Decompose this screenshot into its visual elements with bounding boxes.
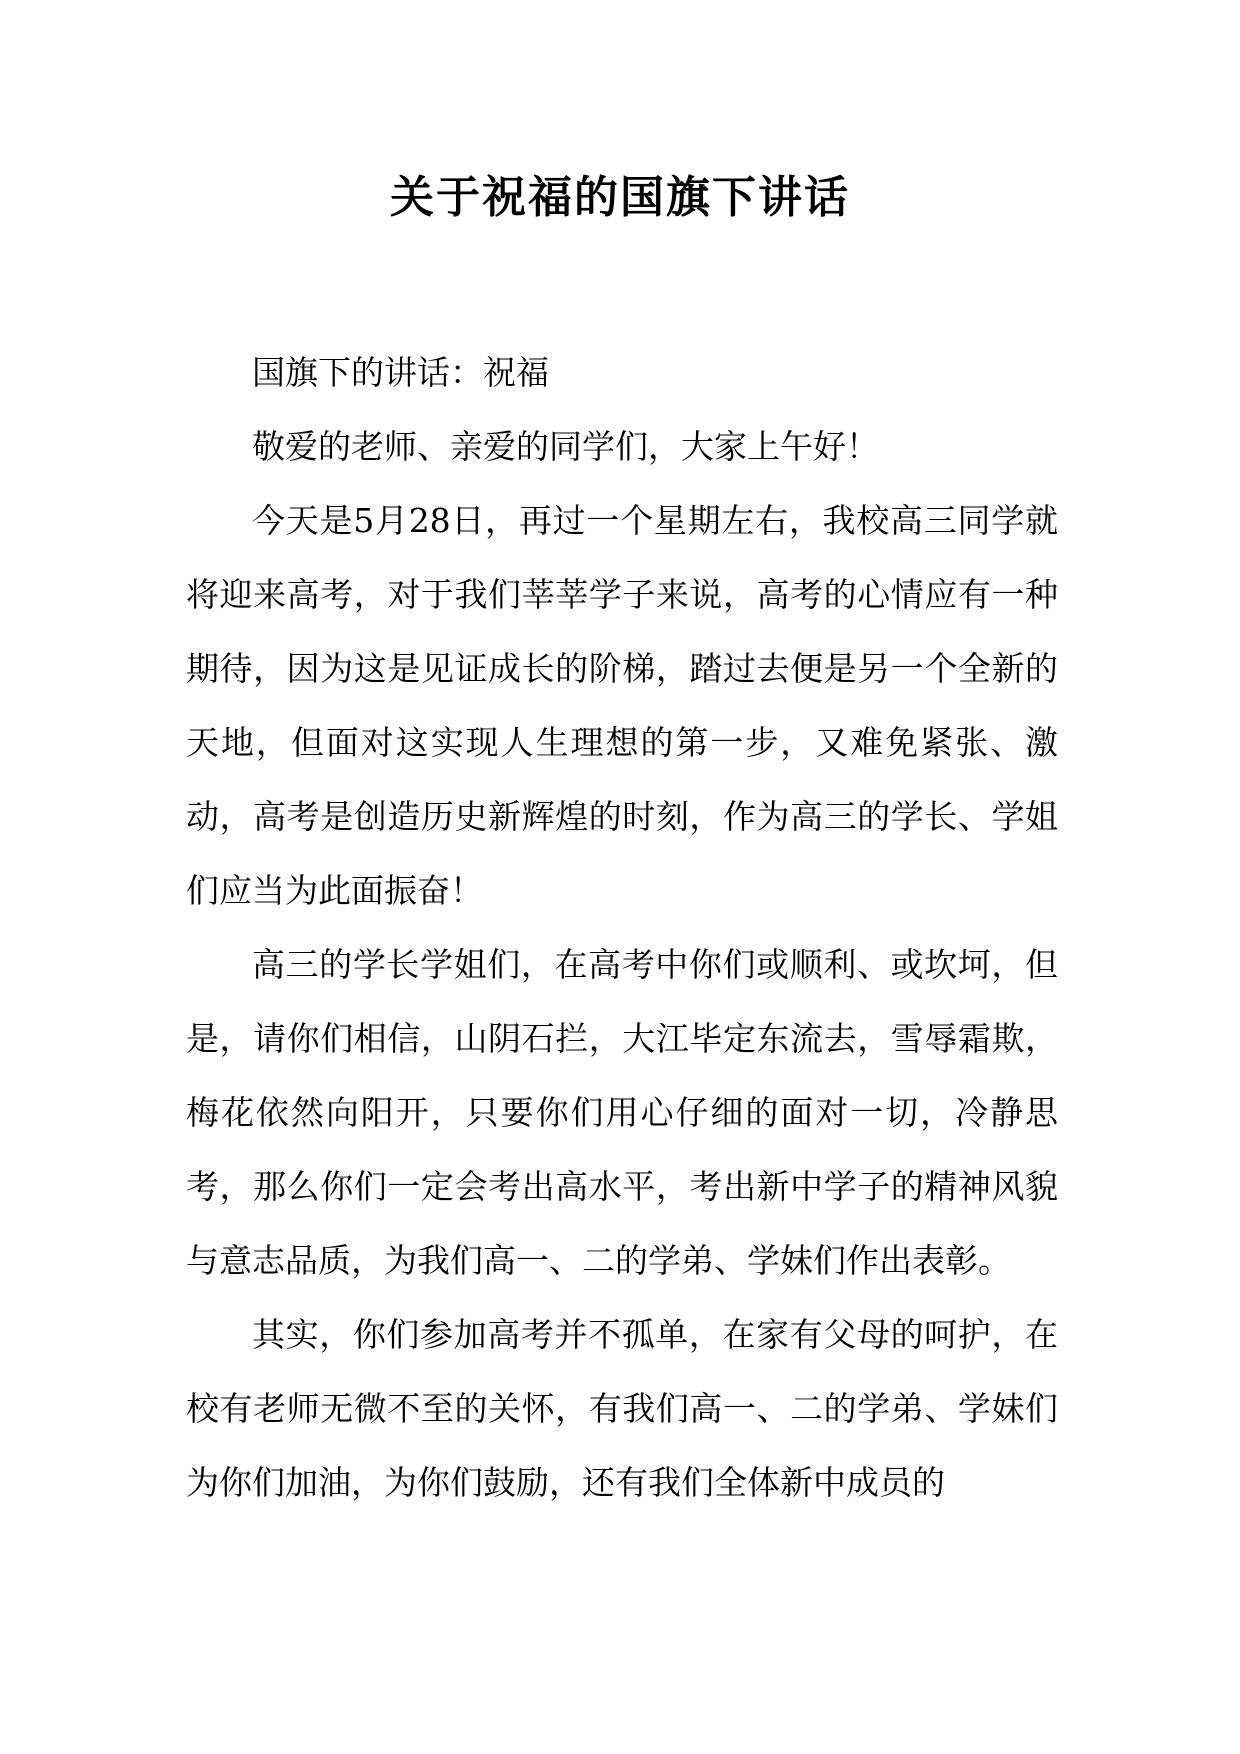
paragraph-heading: 国旗下的讲话：祝福 <box>252 353 549 392</box>
document-title: 关于祝福的国旗下讲话 <box>390 172 850 223</box>
document-body <box>186 336 1058 1520</box>
paragraph-intro: 今天是5月28日，再过一个星期左右，我校高三同学就将迎来高考，对于我们莘莘学子来说，高考的心情应有一种期待，因为这是见证成长的阶梯，踏过去便是另一个全新的天地，但面对这实现人生理想的第一步，又难免紧张、激动，高考是创造历史新辉煌的时刻，作为高三的学长、学姐们应当为此面振奋！ <box>186 501 1058 910</box>
paragraph-encouragement: 高三的学长学姐们，在高考中你们或顺利、或坎坷，但是，请你们相信，山阴石拦，大江毕定东流去，雪辱霜欺，梅花依然向阳开，只要你们用心仔细的面对一切，冷静思考，那么你们一定会考出高水平，考出新中学子的精神风貌与意志品质，为我们高一、二的学弟、学妹们作出表彰。 <box>186 945 1058 1280</box>
paragraph-support: 其实，你们参加高考并不孤单，在家有父母的呵护，在校有老师无微不至的关怀，有我们高一、二的学弟、学妹们为你们加油，为你们鼓励，还有我们全体新中成员的 <box>186 1315 1058 1502</box>
paragraph-greeting: 敬爱的老师、亲爱的同学们，大家上午好！ <box>252 427 879 466</box>
